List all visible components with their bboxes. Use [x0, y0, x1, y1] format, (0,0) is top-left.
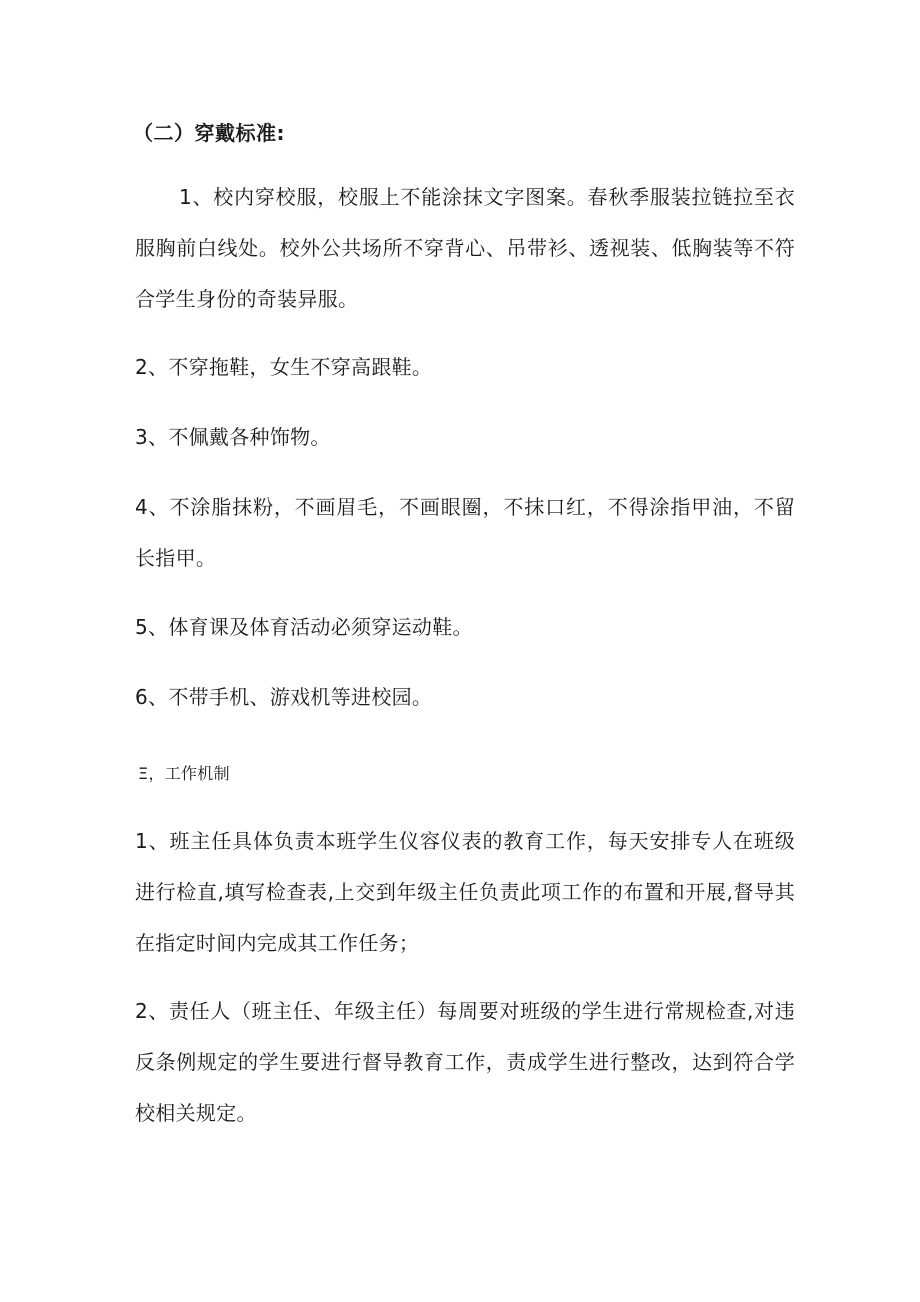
section-title-work-mechanism: Ξ，工作机制: [138, 764, 230, 783]
work-mechanism-item-2: 2、责任人（班主任、年级主任）每周要对班级的学生进行常规检查,对违反条例规定的学生要进行督导教育工作，责成学生进行整改，达到符合学校相关规定。: [135, 999, 795, 1125]
work-mechanism-item-1: 1、班主任具体负责本班学生仪容仪表的教育工作，每天安排专人在班级进行检直,填写检查表,上交到年级主任负责此项工作的布置和开展,督导其在指定时间内完成其工作任务；: [135, 829, 795, 955]
dress-standard-item-5: 5、体育课及体育活动必须穿运动鞋。: [135, 615, 473, 639]
dress-standard-item-3: 3、不佩戴各种饰物。: [135, 425, 331, 449]
dress-standard-item-1: 1、校内穿校服，校服上不能涂抹文字图案。春秋季服装拉链拉至衣服胸前白线处。校外公共场所不穿背心、吊带衫、透视装、低胸装等不符合学生身份的奇装异服。: [135, 185, 795, 311]
dress-standard-item-2: 2、不穿拖鞋，女生不穿高跟鞋。: [135, 355, 433, 379]
dress-standard-item-4: 4、不涂脂抹粉，不画眉毛，不画眼圈，不抹口红，不得涂指甲油，不留长指甲。: [135, 495, 795, 570]
dress-standard-item-6: 6、不带手机、游戏机等进校园。: [135, 685, 433, 709]
section-heading-dress-standard: （二）穿戴标准:: [133, 121, 285, 145]
